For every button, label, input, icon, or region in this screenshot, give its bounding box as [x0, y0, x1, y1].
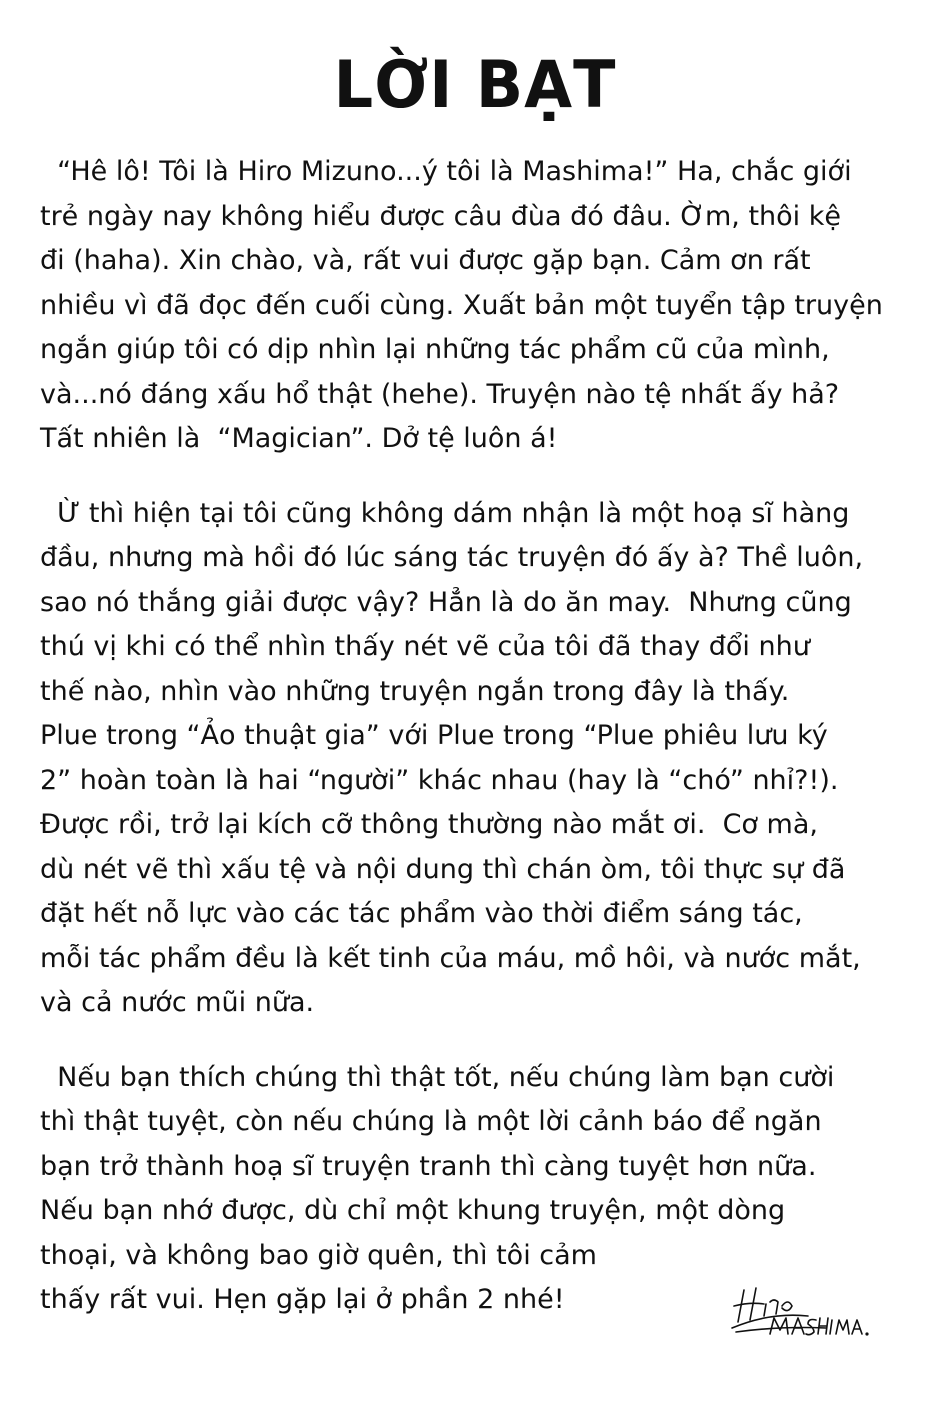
signature-image: [730, 1282, 870, 1342]
text-line: đi (haha). Xin chào, và, rất vui được gặp bạn. Cảm ơn rất: [40, 245, 811, 276]
text-line: dù nét vẽ thì xấu tệ và nội dung thì chán òm, tôi thực sự đã: [40, 853, 846, 885]
paragraph-1: [40, 150, 935, 462]
text-line: Nếu bạn thích chúng thì thật tốt, nếu chúng làm bạn cười: [40, 1061, 835, 1093]
afterword-body: [40, 150, 935, 1323]
text-line: mỗi tác phẩm đều là kết tinh của máu, mồ hôi, và nước mắt,: [40, 942, 861, 974]
text-line: thú vị khi có thể nhìn thấy nét vẽ của tôi đã thay đổi như: [40, 631, 810, 662]
page-title: LỜI BẠT: [333, 46, 617, 123]
text-line: Tất nhiên là “Magician”. Dở tệ luôn á!: [40, 423, 558, 454]
text-line: “Hê lô! Tôi là Hiro Mizuno...ý tôi là Mashima!” Ha, chắc giới: [40, 156, 852, 187]
text-line: ngắn giúp tôi có dịp nhìn lại những tác phẩm cũ của mình,: [40, 334, 830, 365]
text-line: bạn trở thành hoạ sĩ truyện tranh thì càng tuyệt hơn nữa.: [40, 1150, 817, 1182]
text-line: sao nó thắng giải được vậy? Hẳn là do ăn may. Nhưng cũng: [40, 586, 852, 618]
text-line: và...nó đáng xấu hổ thật (hehe). Truyện nào tệ nhất ấy hả?: [40, 378, 840, 410]
paragraph-2: [40, 492, 935, 1026]
text-line: thế nào, nhìn vào những truyện ngắn trong đây là thấy.: [40, 675, 790, 707]
text-line: thoại, và không bao giờ quên, thì tôi cảm: [40, 1239, 597, 1271]
text-line: Nếu bạn nhớ được, dù chỉ một khung truyện, một dòng: [40, 1195, 786, 1226]
text-line: 2” hoàn toàn là hai “người” khác nhau (hay là “chó” nhỉ?!).: [40, 764, 839, 796]
text-line: Plue trong “Ảo thuật gia” với Plue trong “Plue phiêu lưu ký: [40, 720, 828, 751]
text-line: trẻ ngày nay không hiểu được câu đùa đó đâu. Ờm, thôi kệ: [40, 200, 842, 232]
text-line: Được rồi, trở lại kích cỡ thông thường nào mắt ơi. Cơ mà,: [40, 809, 818, 840]
text-line: Ừ thì hiện tại tôi cũng không dám nhận là một hoạ sĩ hàng: [40, 497, 850, 529]
text-line: thì thật tuyệt, còn nếu chúng là một lời cảnh báo để ngăn: [40, 1106, 822, 1137]
text-line: đầu, nhưng mà hồi đó lúc sáng tác truyện đó ấy à? Thề luôn,: [40, 542, 864, 573]
text-line: nhiều vì đã đọc đến cuối cùng. Xuất bản một tuyển tập truyện: [40, 289, 883, 321]
text-line: đặt hết nỗ lực vào các tác phẩm vào thời điểm sáng tác,: [40, 898, 803, 929]
text-line: và cả nước mũi nữa.: [40, 987, 315, 1018]
text-line: thấy rất vui. Hẹn gặp lại ở phần 2 nhé!: [40, 1284, 565, 1315]
